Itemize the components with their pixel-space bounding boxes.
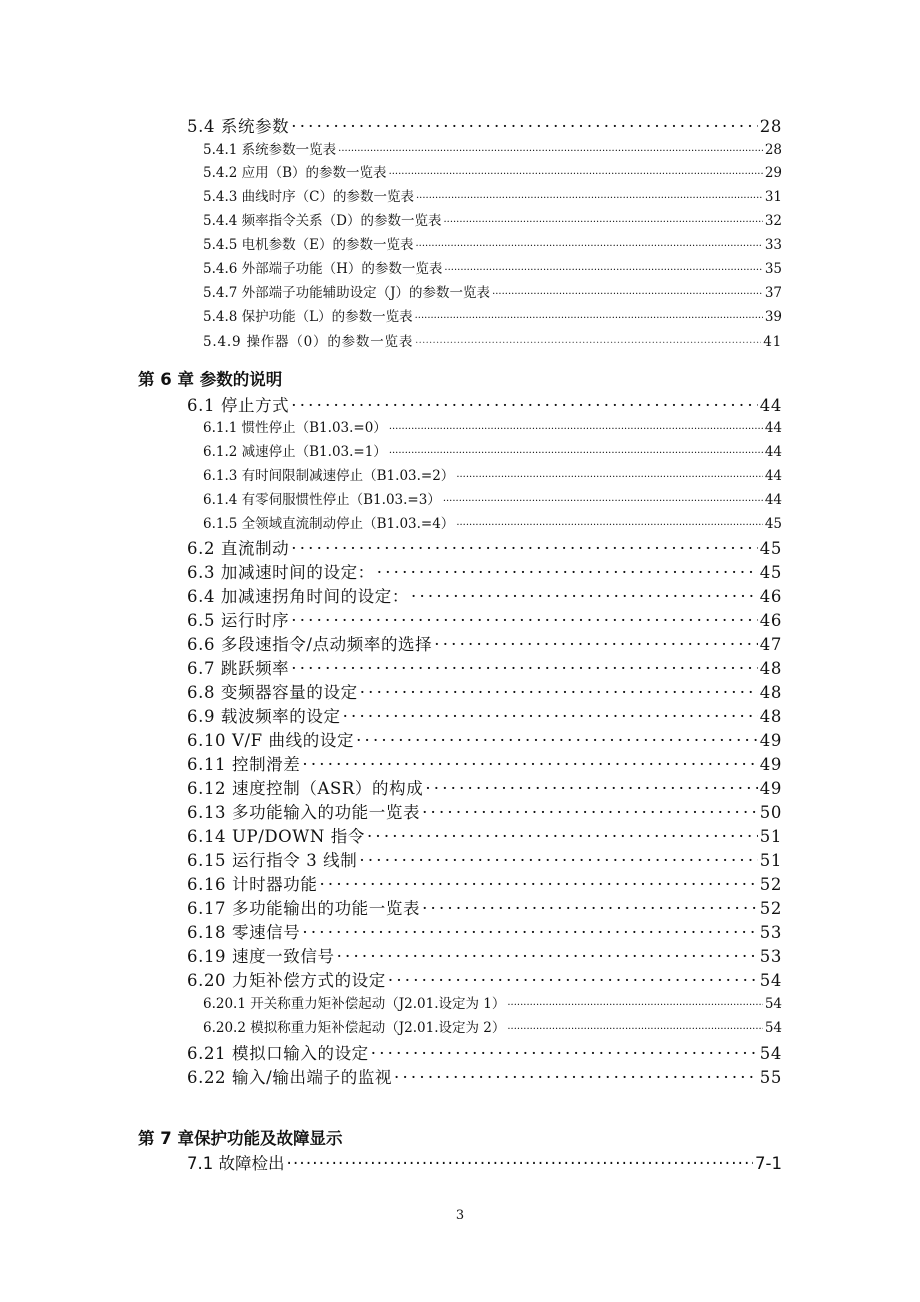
dot-leader [338, 142, 763, 158]
toc-entry-title: 6.18 零速信号 [187, 923, 301, 942]
toc-entry-page: 46 [759, 587, 782, 606]
toc-entry-page: 28 [759, 117, 782, 136]
toc-entry-page: 32 [764, 213, 782, 229]
toc-entry-page: 48 [759, 683, 782, 702]
dot-leader [302, 755, 757, 774]
toc-entry-title: 5.4.7 外部端子功能辅助设定（J）的参数一览表 [203, 285, 491, 301]
dot-leader [388, 971, 758, 990]
toc-entry-title: 5.4.5 电机参数（E）的参数一览表 [203, 237, 414, 253]
toc-entry[interactable] [187, 113, 782, 137]
dot-leader [507, 1020, 762, 1036]
toc-entry-title: 5.4.4 频率指令关系（D）的参数一览表 [203, 213, 442, 229]
toc-entry-page: 45 [759, 563, 782, 582]
dot-leader [507, 996, 762, 1012]
toc-entry[interactable] [187, 847, 782, 871]
toc-entry-page: 53 [759, 947, 782, 966]
toc-entry-page: 54 [759, 971, 782, 990]
dot-leader [394, 1068, 758, 1087]
dot-leader [416, 189, 763, 205]
dot-leader [377, 563, 758, 582]
toc-entry[interactable] [187, 967, 782, 991]
toc-entry[interactable] [203, 992, 782, 1012]
toc-entry[interactable] [187, 655, 782, 679]
dot-leader [291, 659, 758, 678]
toc-entry-page: 49 [759, 779, 782, 798]
dot-leader [415, 334, 761, 350]
toc-entry[interactable] [187, 823, 782, 847]
dot-leader [291, 611, 758, 630]
toc-entry-title: 6.5 运行时序 [187, 611, 290, 630]
toc-entry-title: 6.16 计时器功能 [187, 875, 318, 894]
toc-entry[interactable] [203, 209, 782, 229]
toc-entry[interactable] [187, 1040, 782, 1064]
toc-entry-title: 5.4.6 外部端子功能（H）的参数一览表 [203, 261, 443, 277]
dot-leader [359, 851, 757, 870]
toc-entry-title: 6.12 速度控制（ASR）的构成 [187, 779, 424, 798]
dot-leader [456, 516, 763, 532]
toc-entry-page: 47 [759, 635, 782, 654]
toc-entry-page: 51 [759, 827, 782, 846]
toc-entry[interactable] [187, 583, 782, 607]
toc-entry-title: 5.4 系统参数 [187, 117, 290, 136]
toc-entry-page: 54 [759, 1044, 782, 1063]
dot-leader [287, 1154, 754, 1173]
toc-entry-title: 6.14 UP/DOWN 指令 [187, 827, 365, 846]
toc-entry-title: 6.3 加减速时间的设定： [187, 563, 375, 582]
toc-entry-title: 6.1.1 惯性停止（B1.03.=0） [203, 420, 387, 436]
toc-entry-page: 29 [764, 165, 782, 181]
toc-entry[interactable] [203, 416, 782, 436]
toc-entry[interactable] [203, 257, 782, 277]
toc-entry-page: 51 [759, 851, 782, 870]
toc-entry-title: 6.7 跳跃频率 [187, 659, 290, 678]
chapter-heading: 第 7 章保护功能及故障显示 [138, 1129, 343, 1148]
dot-leader [302, 923, 757, 942]
toc-entry-page: 52 [759, 899, 782, 918]
toc-entry[interactable] [187, 919, 782, 943]
dot-leader [492, 285, 763, 301]
toc-entry-page: 54 [764, 1020, 782, 1036]
dot-leader [389, 444, 763, 460]
toc-entry-title: 7.1 故障检出 [187, 1154, 285, 1173]
toc-entry-page: 49 [759, 731, 782, 750]
toc-entry-title: 6.13 多功能输入的功能一览表 [187, 803, 421, 822]
toc-entry[interactable] [203, 330, 782, 350]
toc-entry-title: 6.19 速度一致信号 [187, 947, 335, 966]
toc-entry[interactable] [203, 281, 782, 301]
toc-entry-title: 5.4.3 曲线时序（C）的参数一览表 [203, 189, 414, 205]
toc-entry[interactable] [187, 1150, 782, 1174]
toc-entry-page: 46 [759, 611, 782, 630]
toc-entry[interactable] [203, 161, 782, 181]
toc-entry[interactable] [203, 233, 782, 253]
toc-entry-page: 39 [764, 309, 782, 325]
dot-leader [291, 396, 758, 415]
toc-entry-title: 6.1.5 全领域直流制动停止（B1.03.=4） [203, 516, 455, 532]
toc-entry-title: 6.1.2 减速停止（B1.03.=1） [203, 444, 387, 460]
toc-entry-page: 44 [764, 420, 782, 436]
toc-entry-title: 5.4.9 操作器（0）的参数一览表 [203, 334, 414, 350]
toc-entry[interactable] [187, 631, 782, 655]
toc-entry-title: 5.4.8 保护功能（L）的参数一览表 [203, 309, 413, 325]
toc-entry-title: 6.22 输入/输出端子的监视 [187, 1068, 393, 1087]
toc-entry[interactable] [187, 1064, 782, 1088]
toc-entry-title: 6.1.4 有零伺服惯性停止（B1.03.=3） [203, 492, 441, 508]
dot-leader [415, 309, 763, 325]
toc-entry-page: 45 [759, 539, 782, 558]
toc-entry-page: 52 [759, 875, 782, 894]
dot-leader [291, 117, 758, 136]
toc-entry-title: 6.11 控制滑差 [187, 755, 301, 774]
toc-entry-page: 28 [764, 142, 782, 158]
dot-leader [434, 635, 758, 654]
toc-entry-title: 6.1.3 有时间限制减速停止（B1.03.=2） [203, 468, 455, 484]
toc-entry-page: 37 [764, 285, 782, 301]
dot-leader [337, 947, 758, 966]
dot-leader [291, 539, 758, 558]
page-number: 3 [455, 1208, 465, 1223]
dot-leader [371, 1044, 758, 1063]
dot-leader [443, 213, 762, 229]
toc-entry[interactable] [203, 1016, 782, 1036]
toc-entry[interactable] [187, 751, 782, 775]
toc-entry-page: 50 [759, 803, 782, 822]
toc-entry-page: 48 [759, 707, 782, 726]
toc-entry[interactable] [187, 703, 782, 727]
toc-entry-page: 53 [759, 923, 782, 942]
toc-entry[interactable] [187, 535, 782, 559]
toc-entry-title: 6.8 变频器容量的设定 [187, 683, 358, 702]
toc-entry-title: 6.20.2 模拟称重力矩补偿起动（J2.01.设定为 2） [203, 1020, 506, 1036]
toc-entry-page: 35 [764, 261, 782, 277]
toc-entry[interactable] [187, 392, 782, 416]
dot-leader [360, 683, 758, 702]
dot-leader [422, 899, 758, 918]
dot-leader [343, 707, 758, 726]
dot-leader [422, 803, 758, 822]
toc-entry-title: 6.6 多段速指令/点动频率的选择 [187, 635, 433, 654]
toc-entry-title: 6.1 停止方式 [187, 396, 290, 415]
toc-entry[interactable] [187, 727, 782, 751]
toc-entry[interactable] [203, 185, 782, 205]
toc-entry-page: 44 [764, 468, 782, 484]
toc-entry-title: 6.17 多功能输出的功能一览表 [187, 899, 421, 918]
toc-entry-page: 31 [764, 189, 782, 205]
toc-entry-page: 44 [759, 396, 782, 415]
toc-entry-title: 6.15 运行指令 3 线制 [187, 851, 358, 870]
toc-entry-page: 45 [764, 516, 782, 532]
toc-entry[interactable] [187, 775, 782, 799]
toc-entry-page: 33 [764, 237, 782, 253]
toc-entry[interactable] [187, 895, 782, 919]
toc-entry[interactable] [187, 607, 782, 631]
toc-entry-title: 6.10 V/F 曲线的设定 [187, 731, 355, 750]
dot-leader [389, 165, 763, 181]
toc-entry-title: 6.9 载波频率的设定 [187, 707, 341, 726]
toc-entry[interactable] [203, 464, 782, 484]
toc-entry-page: 44 [764, 444, 782, 460]
dot-leader [367, 827, 758, 846]
dot-leader [425, 779, 757, 798]
toc-entry-page: 54 [764, 996, 782, 1012]
toc-entry[interactable] [203, 440, 782, 460]
dot-leader [411, 587, 758, 606]
toc-entry[interactable] [203, 138, 782, 158]
dot-leader [356, 731, 758, 750]
toc-entry-page: 44 [764, 492, 782, 508]
toc-entry-title: 5.4.1 系统参数一览表 [203, 142, 337, 158]
toc-entry-page: 55 [759, 1068, 782, 1087]
toc-entry-title: 6.20 力矩补偿方式的设定 [187, 971, 386, 990]
toc-entry-page: 49 [759, 755, 782, 774]
dot-leader [443, 492, 763, 508]
toc-entry-title: 6.20.1 开关称重力矩补偿起动（J2.01.设定为 1） [203, 996, 506, 1012]
toc-entry-title: 5.4.2 应用（B）的参数一览表 [203, 165, 387, 181]
toc-entry-page: 48 [759, 659, 782, 678]
toc-entry[interactable] [187, 943, 782, 967]
toc-entry[interactable] [203, 512, 782, 532]
toc-entry-page: 7-1 [755, 1154, 782, 1173]
toc-entry[interactable] [187, 871, 782, 895]
dot-leader [319, 875, 757, 894]
toc-entry[interactable] [203, 305, 782, 325]
dot-leader [416, 237, 763, 253]
toc-entry-title: 6.2 直流制动 [187, 539, 290, 558]
toc-entry[interactable] [203, 488, 782, 508]
toc-entry[interactable] [187, 559, 782, 583]
toc-entry-title: 6.21 模拟口输入的设定 [187, 1044, 369, 1063]
chapter-heading: 第 6 章 参数的说明 [138, 370, 283, 389]
toc-entry[interactable] [187, 799, 782, 823]
toc-entry-page: 41 [763, 334, 782, 350]
toc-entry-title: 6.4 加减速拐角时间的设定： [187, 587, 409, 606]
dot-leader [444, 261, 762, 277]
dot-leader [389, 420, 763, 436]
dot-leader [456, 468, 763, 484]
toc-entry[interactable] [187, 679, 782, 703]
